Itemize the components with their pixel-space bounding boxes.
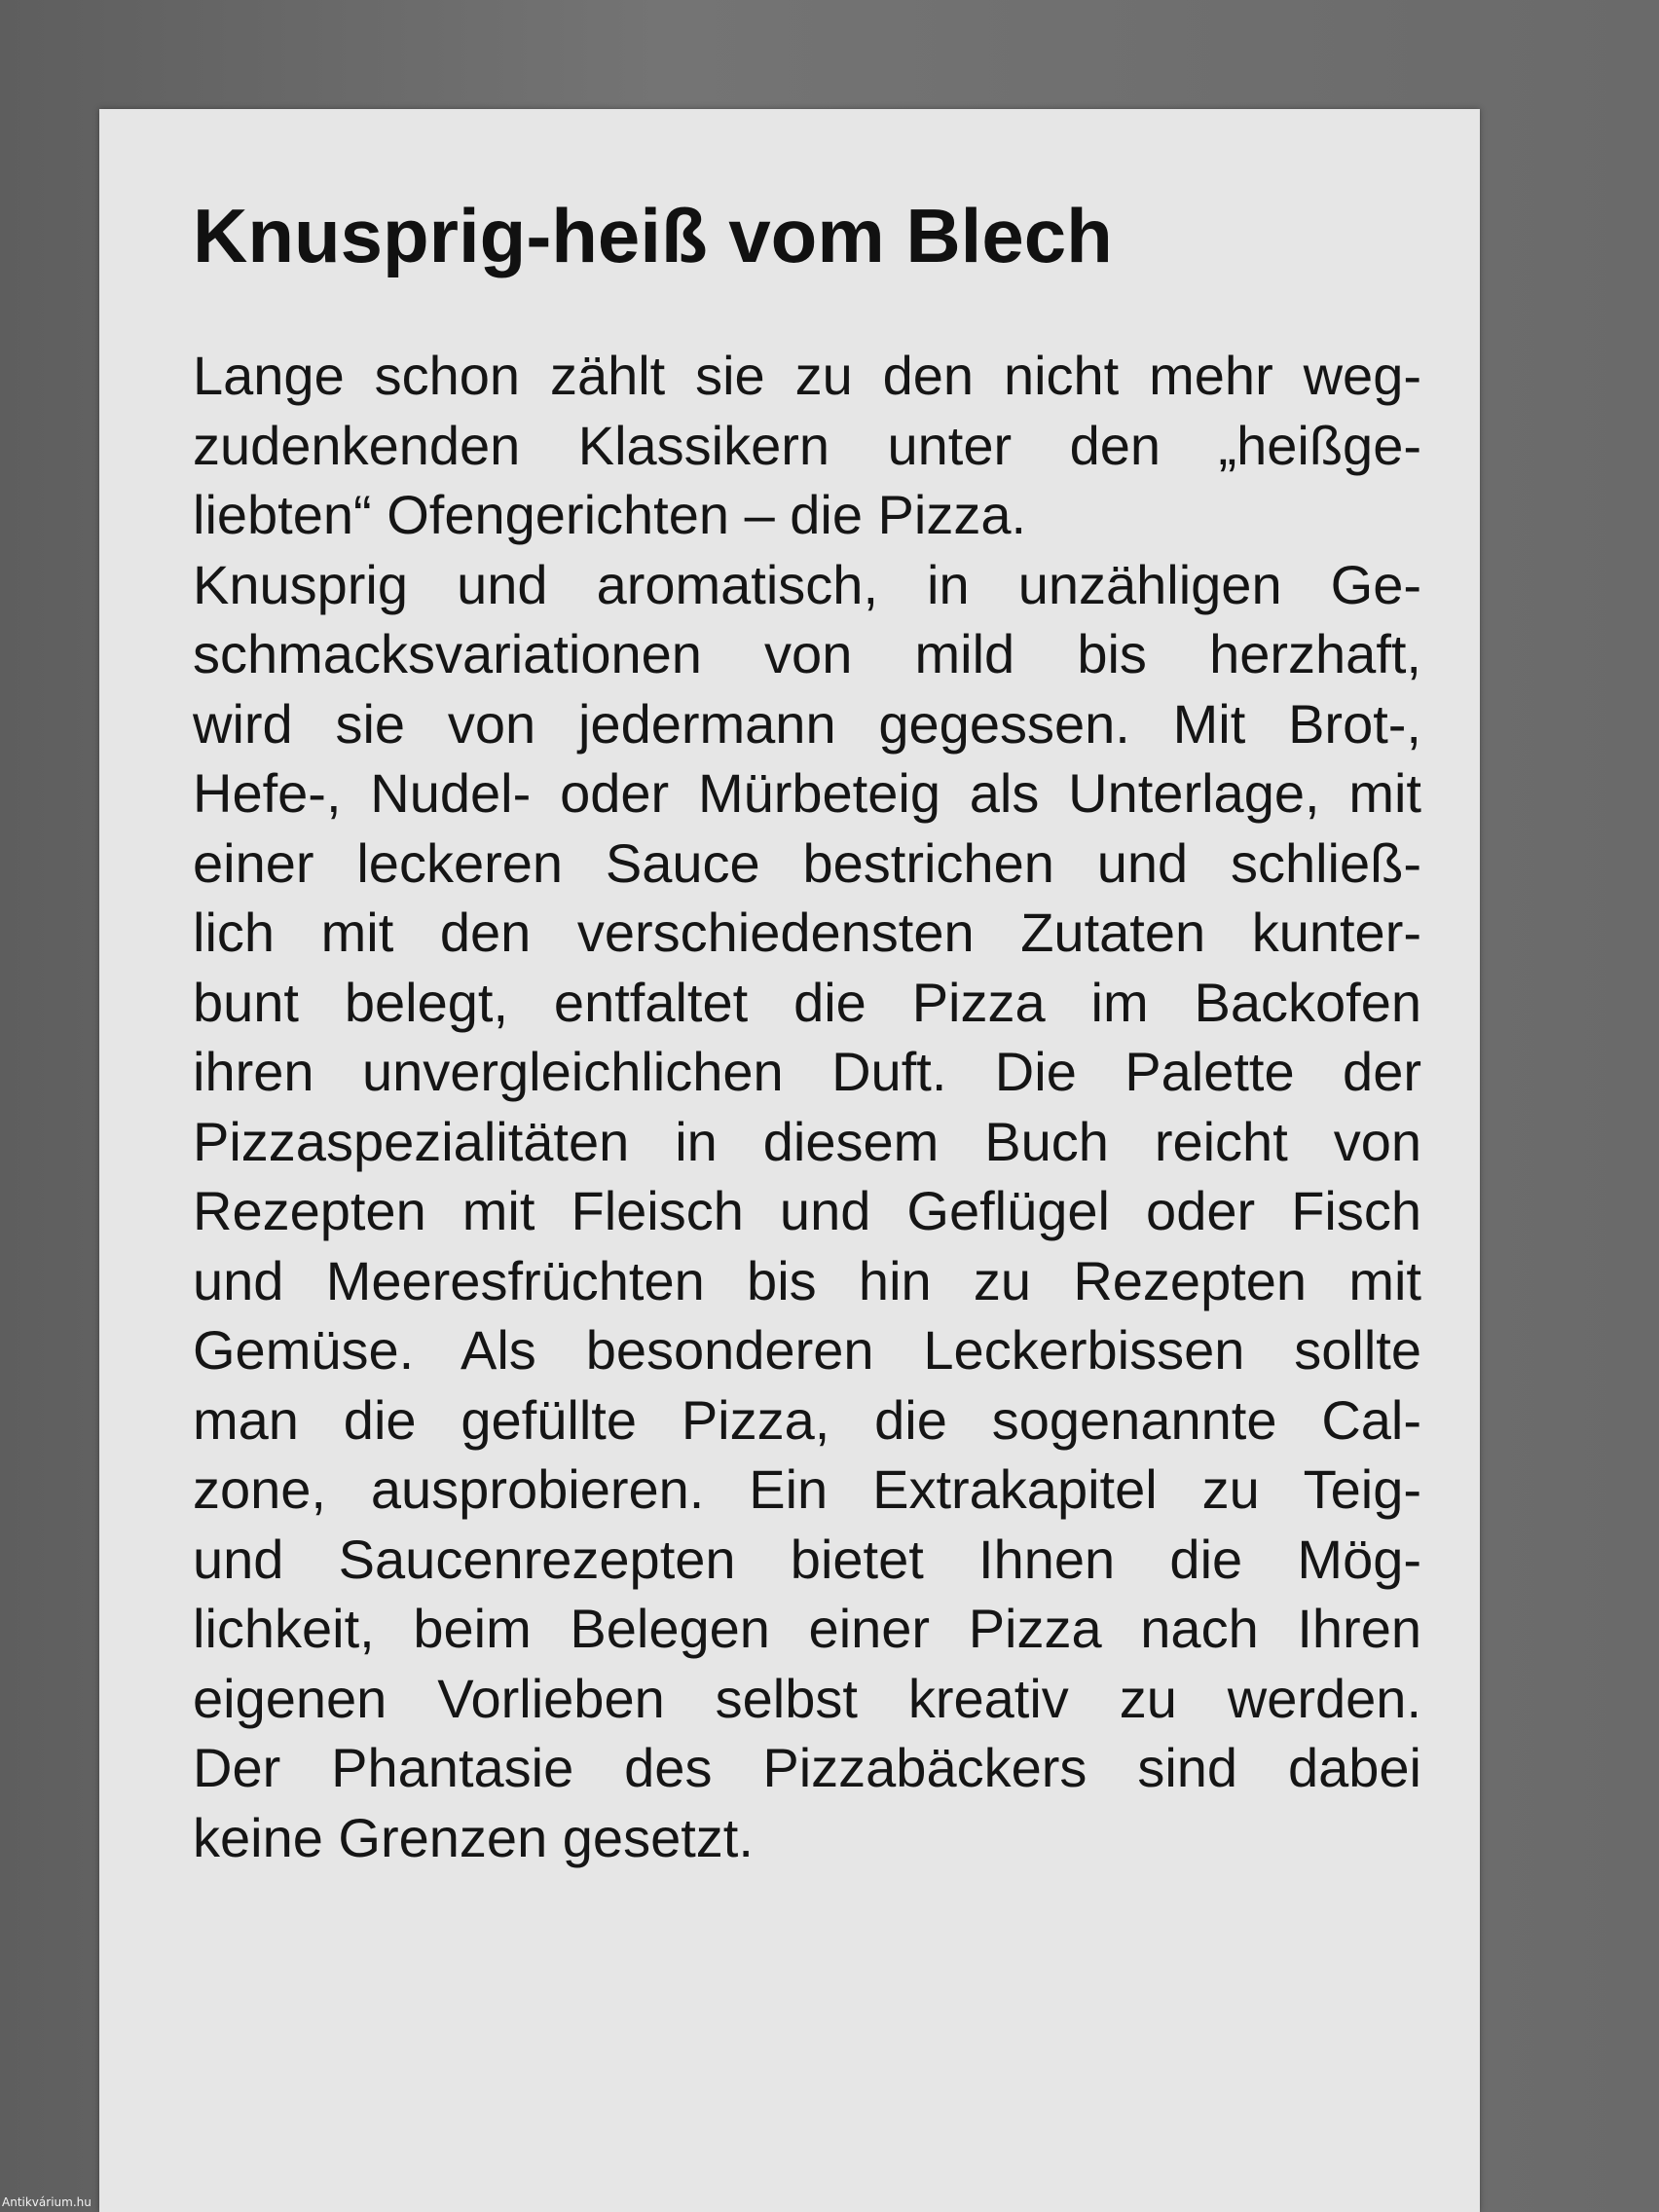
text-line: und Saucenrezepten bietet Ihnen die Mög- [193, 1528, 1421, 1590]
text-line: keine Grenzen gesetzt. [193, 1806, 754, 1868]
text-line: Pizzaspezialitäten in diesem Buch reicht von [193, 1110, 1421, 1172]
text-line: und Meeresfrüchten bis hin zu Rezepten mit [193, 1249, 1421, 1311]
text-line: eigenen Vorlieben selbst kreativ zu werden. [193, 1667, 1421, 1729]
text-line: lich mit den verschiedensten Zutaten kunter- [193, 902, 1421, 963]
text-line: Rezepten mit Fleisch und Geflügel oder Fisch [193, 1180, 1421, 1241]
text-line: liebten“ Ofengerichten – die Pizza. [193, 484, 1027, 545]
text-line: man die gefüllte Pizza, die sogenannte Cal- [193, 1388, 1421, 1451]
text-line: Gemüse. Als besonderen Leckerbissen sollte [193, 1319, 1421, 1381]
blurb-paragraph [193, 341, 1421, 1872]
text-line: Knusprig und aromatisch, in unzähligen Ge- [193, 553, 1421, 615]
text-line: lichkeit, beim Belegen einer Pizza nach Ihren [193, 1598, 1421, 1659]
watermark-text: Antikvárium.hu [2, 2195, 92, 2209]
text-line: zone, ausprobieren. Ein Extrakapitel zu Teig- [193, 1458, 1421, 1520]
text-line: einer leckeren Sauce bestrichen und schließ- [193, 831, 1421, 894]
text-line: wird sie von jedermann gegessen. Mit Brot-, [193, 692, 1421, 755]
text-line: bunt belegt, entfaltet die Pizza im Backofen [193, 971, 1421, 1033]
text-line: schmacksvariationen von mild bis herzhaft, [193, 623, 1421, 684]
page-title: Knusprig-heiß vom Blech [193, 193, 1113, 278]
text-line: ihren unvergleichlichen Duft. Die Palette der [193, 1041, 1421, 1102]
text-line: Lange schon zählt sie zu den nicht mehr weg- [193, 345, 1421, 406]
book-back-cover [99, 109, 1480, 2212]
text-line: Der Phantasie des Pizzabäckers sind dabei [193, 1737, 1421, 1798]
text-line: zudenkenden Klassikern unter den „heißge- [193, 414, 1421, 476]
text-line: Hefe-, Nudel- oder Mürbeteig als Unterlage, mit [193, 762, 1421, 824]
